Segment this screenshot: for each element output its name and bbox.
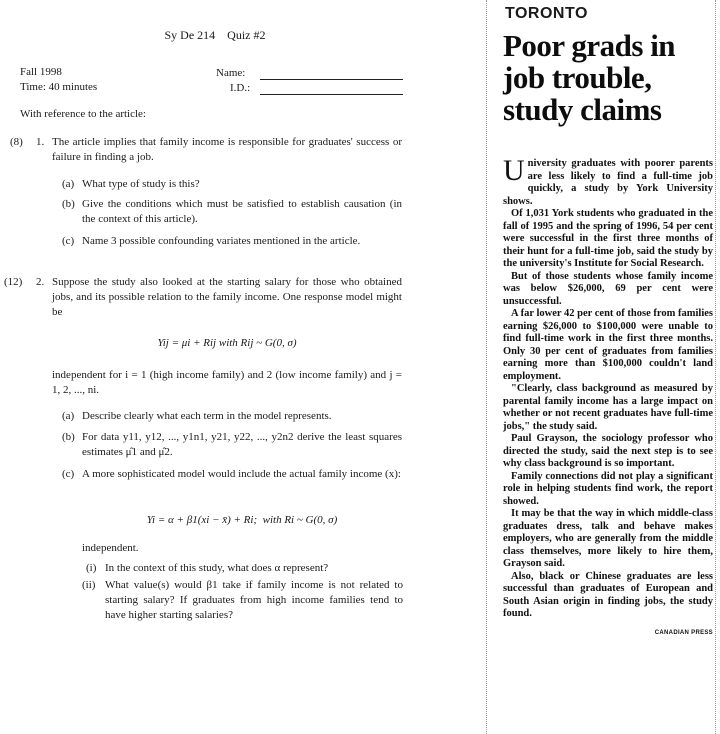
q1c-text: Name 3 possible confounding variates mentioned in the article. [82,235,361,247]
q1b-label: (b) [62,198,75,210]
wire-credit: CANADIAN PRESS [654,629,713,636]
time-label: Time: 40 minutes [20,81,98,93]
q2c-independent: independent. [82,542,139,554]
term-label: Fall 1998 [20,66,62,78]
model-equation-2: Yi = α + β1(xi − x̄) + Ri; with Ri ~ G(0, σ) [146,514,338,526]
q1c-label: (c) [62,235,75,247]
q2b-label: (b) [62,431,75,443]
article-body [503,154,713,639]
id-field[interactable] [260,94,403,95]
article-paragraph: A far lower 42 per cent of those from families earning $26,000 to $100,000 were unable to find full-time work in the first three months. Only 30 per cent of graduates from families earning more than $100,000 couldn't land employment. [503,308,713,382]
article-paragraph: University graduates with poorer parents are less likely to find a full-time job quickly, a study by York University shows. [503,154,713,207]
q2-number: 2. [36,276,45,288]
q2-marks: (12) [4,276,23,288]
q2ci-text: In the context of this study, what does α represent? [105,562,329,574]
intro-text: With reference to the article: [20,108,146,120]
name-field[interactable] [260,79,403,80]
article-paragraph: Family connections did not play a significant role in helping students find work, the report showed. [503,470,713,507]
q2-text: Suppose the study also looked at the starting salary for those who obtained jobs, and its possible relation to the family income. One response model might be [52,276,402,318]
id-label: I.D.: [230,82,251,94]
q2a-label: (a) [62,410,75,422]
name-label: Name: [216,67,246,79]
q1-number: 1. [36,136,45,148]
article-paragraph: But of those students whose family income was below $26,000, 69 per cent were unsuccessful. [503,270,713,307]
q2-after-model: independent for i = 1 (high income family) and 2 (low income family) and j = 1, 2, ..., ni. [52,369,402,396]
drop-cap: U [503,154,525,187]
q2c-label: (c) [62,468,75,480]
q1a-label: (a) [62,178,75,190]
article-paragraph: Also, black or Chinese graduates are less successful than graduates of European and South Asian origin in finding jobs, the study found. [503,570,713,619]
q2cii-label: (ii) [82,579,96,591]
article-paragraph: It may be that the way in which middle-class graduates dress, talk and behave makes employers, who are generally from the middle class themselves, more likely to hire them, Grayson said. [503,508,713,569]
q1b-text: Give the conditions which must be satisfied to establish causation (in the context of this article). [82,198,402,225]
article-paragraph: "Clearly, class background as measured by parental family income has a large impact on whether or not recent graduates have full-time jobs," the study said. [503,383,713,432]
article-paragraph: Paul Grayson, the sociology professor who directed the study, said the next step is to see why class background is so important. [503,433,713,469]
q1-text: The article implies that family income is responsible for graduates' success or failure in finding a job. [52,136,402,163]
clipping-edge-left [486,0,487,734]
q1-marks: (8) [10,136,23,148]
q1a-text: What type of study is this? [82,178,200,190]
q2c-text: A more sophisticated model would include the actual family income (x): [82,468,401,480]
headline: Poor grads in job trouble, study claims [503,28,676,127]
quiz-title: Sy De 214 Quiz #2 [164,28,266,42]
article-paragraph: Of 1,031 York students who graduated in the fall of 1995 and the spring of 1996, 54 per cent were successful in the first three months of their hunt for a full-time job, said the study by the university's Institute for Social Research. [503,208,713,269]
section-label: TORONTO [505,5,588,22]
q2a-text: Describe clearly what each term in the model represents. [82,410,332,422]
q2cii-text: What value(s) would β1 take if family income is not related to starting salary? If graduates from high income families tend to have higher starting salaries? [105,579,403,621]
q2ci-label: (i) [86,562,97,574]
q2b-text: For data y11, y12, ..., y1n1, y21, y22, ..., y2n2 derive the least squares estimates μ̂1 and μ̂2. [82,431,402,458]
model-equation-1: Yij = μi + Rij with Rij ~ G(0, σ) [157,337,297,349]
